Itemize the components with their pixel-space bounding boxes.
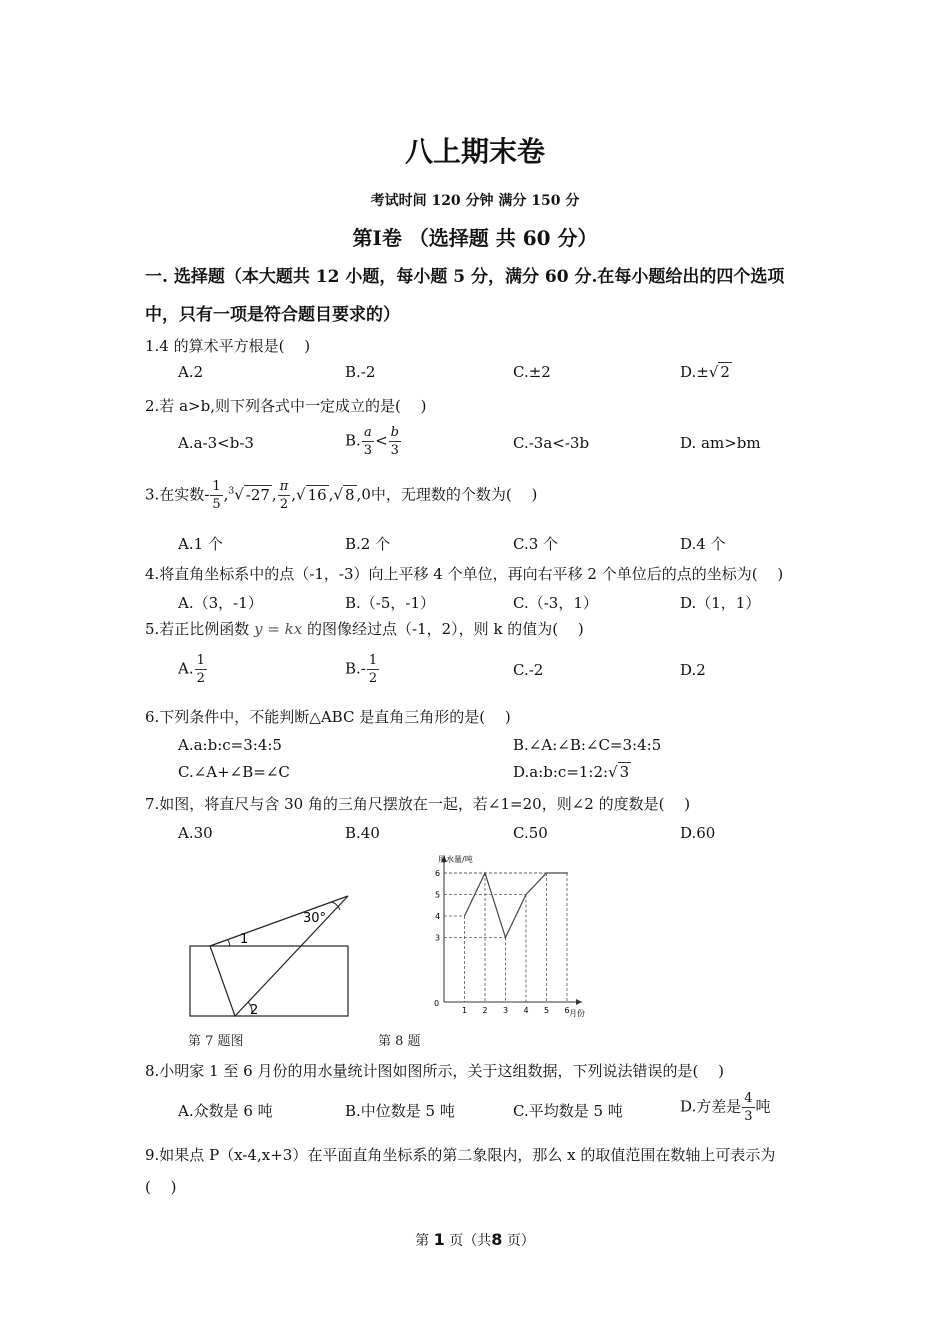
figure-7-caption: 第 7 题图 bbox=[188, 1034, 244, 1049]
x-tick-label: 5 bbox=[544, 1006, 550, 1015]
x-tick-label: 2 bbox=[482, 1006, 488, 1015]
q4-option-a: A.（3，-1） bbox=[178, 594, 263, 612]
formula: y = kx bbox=[254, 620, 303, 638]
q2-option-b: B. $\frac{a}{3}$ < $\frac{b}{3}$ bbox=[345, 425, 399, 458]
question-6-stem: 6.下列条件中，不能判断△ABC 是直角三角形的是( ) bbox=[145, 708, 511, 726]
q2-option-a: A.a-3<b-3 bbox=[178, 434, 254, 452]
x-tick-label: 6 bbox=[564, 1006, 570, 1015]
question-9-stem-line1: 9.如果点 P（x-4,x+3）在平面直角坐标系的第二象限内，那么 x 的取值范围在数轴上可表示为 bbox=[145, 1146, 776, 1164]
x-axis-arrow bbox=[576, 999, 582, 1005]
y-tick-label: 5 bbox=[435, 890, 441, 900]
q2-option-d: D. am>bm bbox=[680, 434, 761, 452]
q5-option-b: B.- $\frac{1}{2}$ bbox=[345, 653, 378, 686]
q1-option-b: B.-2 bbox=[345, 363, 376, 381]
q8-option-b: B.中位数是 5 吨 bbox=[345, 1102, 455, 1120]
question-2-stem: 2.若 a>b,则下列各式中一定成立的是( ) bbox=[145, 397, 427, 415]
q7-option-c: C.50 bbox=[513, 824, 548, 842]
question-7-stem: 7.如图，将直尺与含 30 角的三角尺摆放在一起，若∠1=20，则∠2 的度数是( ) bbox=[145, 795, 691, 813]
angle-2-label: 2 bbox=[250, 1003, 259, 1018]
q2-option-c: C.-3a<-3b bbox=[513, 434, 590, 452]
q5-option-c: C.-2 bbox=[513, 661, 544, 679]
q3-option-a: A.1 个 bbox=[178, 535, 223, 553]
angle-1-label: 1 bbox=[240, 932, 249, 947]
set-square bbox=[210, 896, 348, 1016]
q5-option-d: D.2 bbox=[680, 661, 706, 679]
q3-option-b: B.2 个 bbox=[345, 535, 391, 553]
angle-30-label: 30° bbox=[303, 911, 327, 926]
q3-option-c: C.3 个 bbox=[513, 535, 559, 553]
x-axis-label: 月份 bbox=[569, 1009, 585, 1018]
figure-7-ruler-triangle bbox=[180, 888, 360, 1028]
page-number: 1 bbox=[433, 1230, 445, 1249]
figure-8-line-chart bbox=[410, 850, 600, 1022]
q1-option-c: C.±2 bbox=[513, 363, 551, 381]
sqrt-radicand: 2 bbox=[720, 363, 730, 381]
q7-option-a: A.30 bbox=[178, 824, 213, 842]
volume-heading: 第Ⅰ卷 （选择题 共 60 分） bbox=[352, 226, 598, 250]
q4-option-d: D.（1，1） bbox=[680, 594, 761, 612]
section-heading-line2: 中，只有一项是符合题目要求的） bbox=[145, 305, 400, 325]
figure-8-caption: 第 8 题 bbox=[378, 1034, 421, 1049]
y-tick-label: 6 bbox=[435, 869, 441, 878]
y-tick-label: 3 bbox=[435, 933, 441, 943]
question-9-stem-line2: ( ) bbox=[145, 1178, 177, 1196]
question-8-stem: 8.小明家 1 至 6 月份的用水量统计图如图所示，关于这组数据，下列说法错误的是( ) bbox=[145, 1062, 724, 1080]
q3-option-d: D.4 个 bbox=[680, 535, 726, 553]
question-4-stem: 4.将直角坐标系中的点（-1，-3）向上平移 4 个单位，再向右平移 2 个单位后的点的坐标为( ) bbox=[145, 565, 784, 583]
x-tick-label: 1 bbox=[462, 1006, 468, 1015]
x-tick-label: 4 bbox=[523, 1006, 529, 1015]
q1-option-a: A.2 bbox=[178, 363, 204, 381]
q6-option-d: D.a:b:c=1:2:√ 3 bbox=[513, 763, 630, 781]
q7-option-b: B.40 bbox=[345, 824, 380, 842]
q8-option-a: A.众数是 6 吨 bbox=[178, 1102, 273, 1120]
question-1-stem: 1.4 的算术平方根是( ) bbox=[145, 337, 311, 355]
q8-option-d: D.方差是 $\frac{4}{3}$ 吨 bbox=[680, 1091, 771, 1124]
q6-option-b: B.∠A:∠B:∠C=3:4:5 bbox=[513, 736, 662, 754]
q5-option-a: A. $\frac{1}{2}$ bbox=[178, 653, 205, 686]
q4-option-c: C.（-3，1） bbox=[513, 594, 598, 612]
series-line bbox=[465, 873, 568, 938]
exam-info: 考试时间 120 分钟 满分 150 分 bbox=[370, 193, 580, 209]
page-footer: 第 1 页（共8 页） bbox=[415, 1230, 535, 1249]
q6-option-c: C.∠A+∠B=∠C bbox=[178, 763, 290, 781]
q1-option-d: D.±√ 2 bbox=[680, 363, 730, 381]
x-tick-label: 3 bbox=[503, 1006, 509, 1015]
q4-option-b: B.（-5，-1） bbox=[345, 594, 436, 612]
q8-option-c: C.平均数是 5 吨 bbox=[513, 1102, 623, 1120]
question-5-stem: 5.若正比例函数 y = kx 的图像经过点（-1，2），则 k 的值为( ) bbox=[145, 620, 584, 638]
y-tick-label: 4 bbox=[435, 912, 441, 921]
y-axis-label: 用水量/吨 bbox=[438, 855, 473, 864]
total-pages: 8 bbox=[491, 1230, 503, 1249]
page-title: 八上期末卷 bbox=[404, 135, 545, 168]
section-heading-line1: 一. 选择题（本大题共 12 小题，每小题 5 分，满分 60 分.在每小题给出的四个选项 bbox=[145, 267, 785, 287]
origin-label: 0 bbox=[434, 999, 440, 1008]
question-3-stem: 3.在实数- $\frac{1}{5}$ ,$^3$√ -27 , $\frac{\pi}{2}$ ,√ 16 ,√ 8 ,0中，无理数的个数为( ) bbox=[145, 479, 538, 512]
q7-option-d: D.60 bbox=[680, 824, 716, 842]
q6-option-a: A.a:b:c=3:4:5 bbox=[178, 736, 282, 754]
